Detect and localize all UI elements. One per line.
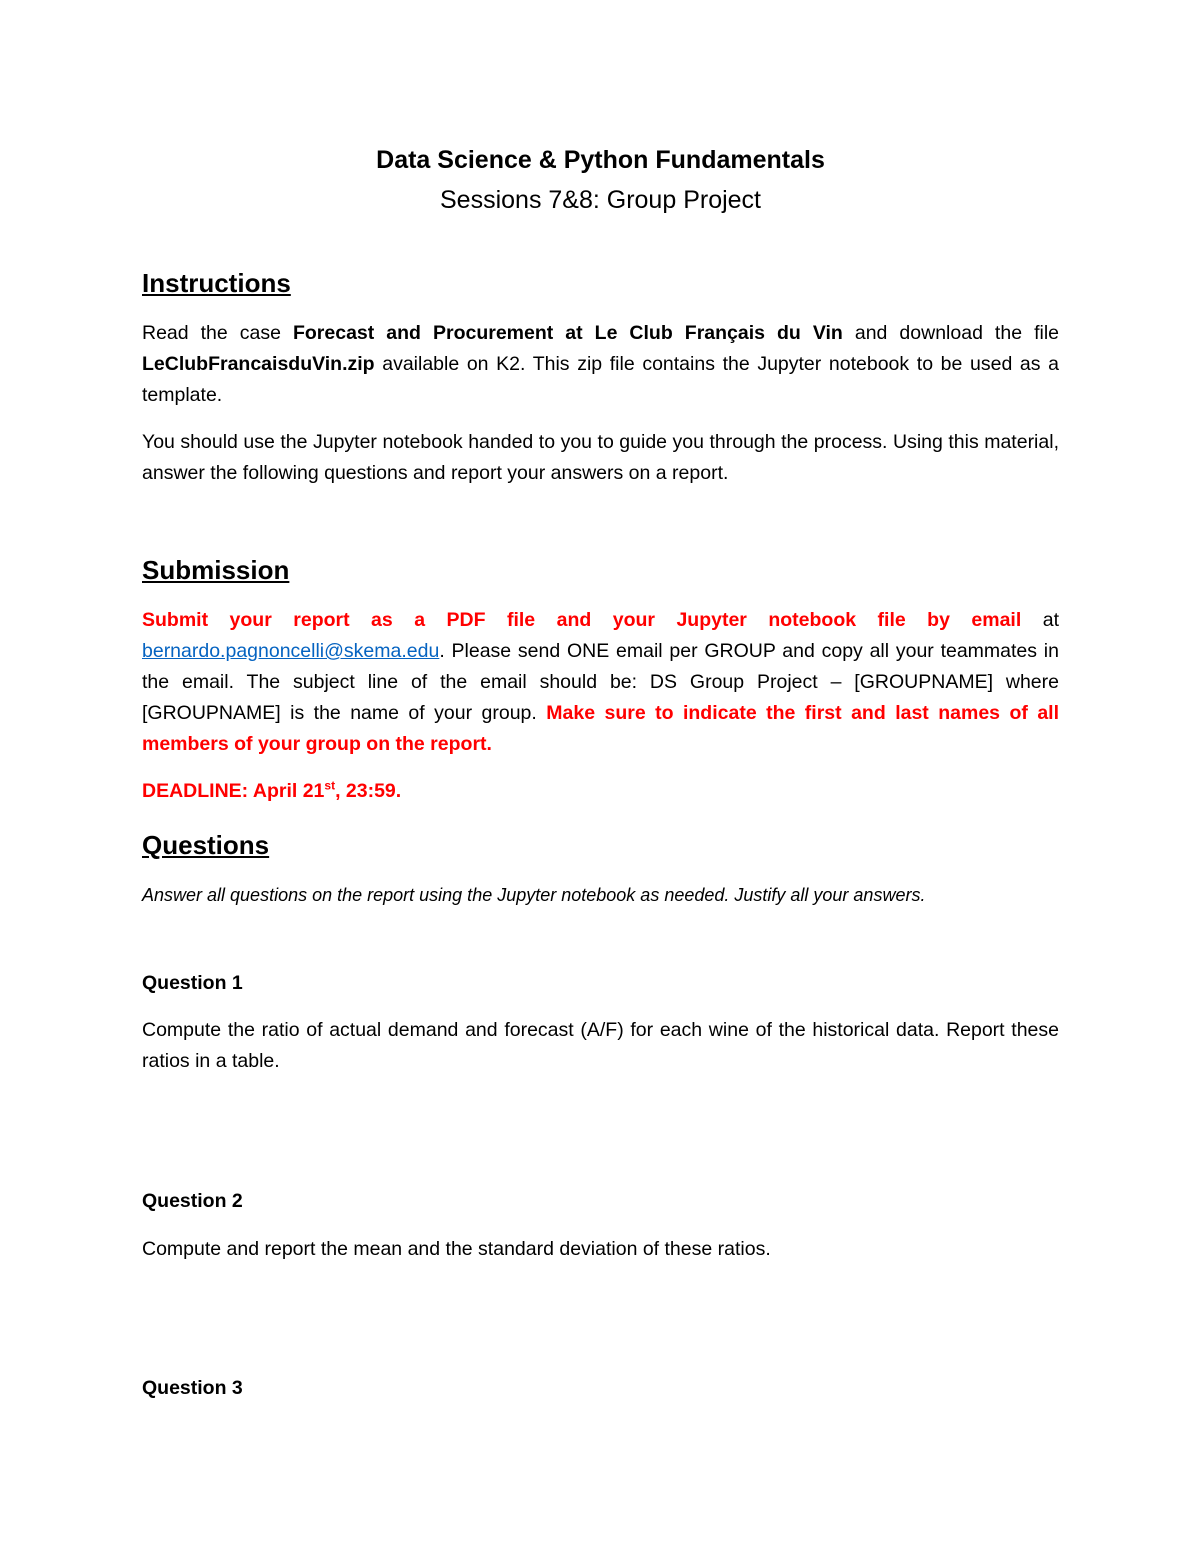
names-reminder: Make sure to indicate the first and last names of all members of your group on the report. (142, 702, 1060, 755)
submission-heading: Submission (142, 555, 290, 585)
submission-paragraph: Submit your report as a PDF file and your Jupyter notebook file by email at bernardo.pagnoncelli@skema.edu. Please send ONE email per GROUP and copy all your teammates in the email. The subject line of the email should be: DS Group Project – [GROUPNAME] where [GROUPNAME] is the name of your group. Make sure to indicate the first and last names of all members of your group on the report. (142, 609, 1060, 755)
questions-heading: Questions (142, 830, 270, 860)
deadline: DEADLINE: April 21st, 23:59. (142, 778, 402, 802)
question-2-label: Question 2 (142, 1190, 243, 1212)
question-2-text: Compute and report the mean and the standard deviation of these ratios. (142, 1238, 771, 1260)
question-3-label: Question 3 (142, 1377, 243, 1399)
document-subtitle: Sessions 7&8: Group Project (440, 186, 761, 214)
instructions-paragraph-2: You should use the Jupyter notebook handed to you to guide you through the process. Using this material, answer the following questions and report your answers on a report. (142, 431, 1059, 484)
question-1-label: Question 1 (142, 972, 243, 994)
submission-instruction: Submit your report as a PDF file and your Jupyter notebook file by email (142, 609, 1022, 631)
instructions-heading: Instructions (142, 268, 291, 298)
case-title: Forecast and Procurement at Le Club Français du Vin (292, 322, 843, 344)
question-1-text: Compute the ratio of actual demand and forecast (A/F) for each wine of the historical data. Report these ratios in a table. (142, 1019, 1059, 1072)
zip-filename: LeClubFrancaisduVin.zip (142, 353, 375, 375)
instructor-email-link[interactable]: bernardo.pagnoncelli@skema.edu (142, 640, 440, 662)
questions-intro: Answer all questions on the report using the Jupyter notebook as needed. Justify all your answers. (142, 885, 926, 905)
document-title: Data Science & Python Fundamentals (376, 146, 825, 174)
instructions-paragraph-1: Read the case Forecast and Procurement at Le Club Français du Vin and download the file LeClubFrancaisduVin.zip available on K2. This zip file contains the Jupyter notebook to be used as a template. (142, 322, 1059, 406)
